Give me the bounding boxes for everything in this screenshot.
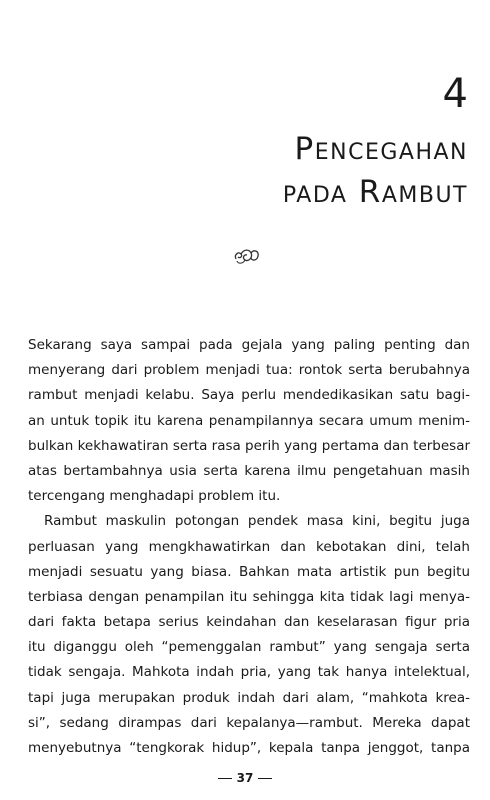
text-line: Sekarang saya sampai pada gejala yang paling penting dan [28,337,470,353]
text-line: tercengang menghadapi problem itu. [28,488,281,505]
chapter-title-line-2: pada Rambut [282,174,468,210]
text-line: dari fakta betapa serius keindahan dan keselarasan figur pria [28,614,470,631]
text-line: tidak sengaja. Mahkota indah pria, yang tak hanya intelektual, [28,664,470,681]
text-line: si”, sedang dirampas dari kepalanya—rambut. Mereka dapat [28,714,470,731]
chapter-body-text [28,333,470,761]
text-line: menyerang dari problem menjadi tua: rontok serta berubahnya [28,362,470,379]
chapter-title [283,128,468,214]
paragraph-2 [28,509,470,761]
text-line: itu diganggu oleh “pemenggalan rambut” yang sengaja serta [28,639,470,656]
text-line: perluasan yang mengkhawatirkan dan kebotakan dini, telah [28,538,470,555]
footer-dash-left [218,778,232,779]
text-line: tapi juga merupakan produk indah dari alam, “mahkota krea- [28,689,470,706]
text-line: menyebutnya “tengkorak hidup”, kepala tanpa jenggot, tanpa [28,740,470,756]
text-line: terbiasa dengan penampilan itu sehingga kita tidak lagi menya- [28,588,470,605]
floral-swirl-icon [232,245,262,267]
page-number: 37 [236,771,254,785]
paragraph-1 [28,333,470,509]
chapter-title-line-1: Pencegahan [294,131,468,167]
text-line: an untuk topik itu karena penampilannya secara umum menim- [28,412,470,429]
text-line: atas bertambahnya usia serta karena ilmu pengetahuan masih [28,462,470,479]
footer-dash-right [258,778,272,779]
chapter-number: 4 [442,71,468,117]
text-line: bulkan kekhawatiran serta rasa perih yang pertama dan terbesar [28,437,471,454]
page-number-footer [0,771,490,785]
text-line: Rambut maskulin potongan pendek masa kini, begitu juga [44,513,470,530]
text-line: menjadi sesuatu yang biasa. Bahkan mata artistik pun begitu [28,563,470,580]
text-line: rambut menjadi kelabu. Saya perlu mendedikasikan satu bagi- [28,387,470,404]
